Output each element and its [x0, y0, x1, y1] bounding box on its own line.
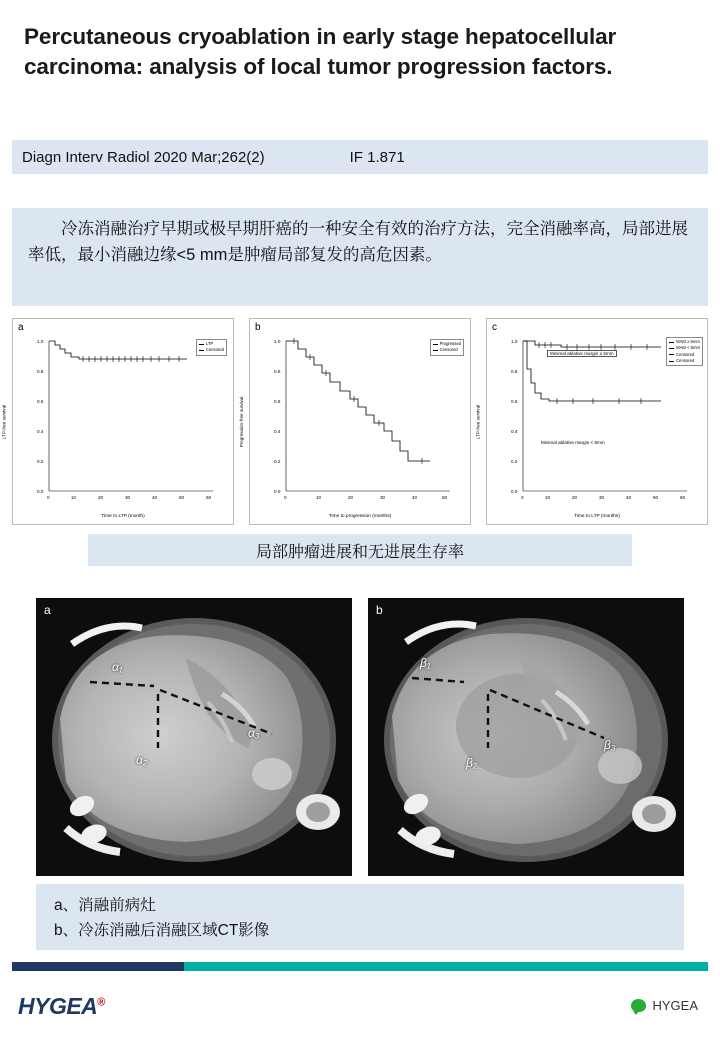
km-panel-b: [238, 318, 471, 525]
svg-text:1.0: 1.0: [37, 339, 44, 344]
svg-text:0.0: 0.0: [274, 489, 281, 494]
page-title: Percutaneous cryoablation in early stage hepatocellular carcinoma: analysis of local tumor progression factors.: [24, 24, 617, 79]
ct-figure-row: [36, 598, 684, 876]
ct-image-b: [368, 598, 684, 876]
svg-text:20: 20: [348, 495, 354, 500]
km-panel-c: [475, 318, 708, 525]
svg-text:50: 50: [179, 495, 185, 500]
legend-label: Censored: [676, 357, 695, 363]
svg-text:0.0: 0.0: [511, 489, 518, 494]
ct-panel-b: [368, 598, 684, 876]
km-panel-b-legend: [430, 339, 464, 356]
svg-text:40: 40: [152, 495, 158, 500]
ct-panel-a: [36, 598, 352, 876]
svg-text:0.8: 0.8: [511, 369, 518, 374]
legend-swatch-icon: [669, 348, 674, 349]
legend-label: Censored: [205, 347, 224, 353]
brand-name: HYGEA: [18, 993, 98, 1019]
svg-text:40: 40: [412, 495, 418, 500]
ct-panel-b-letter: b: [376, 603, 383, 617]
svg-text:30: 30: [125, 495, 131, 500]
svg-text:20: 20: [98, 495, 104, 500]
footer-bar-teal: [184, 962, 708, 971]
ct-label-alpha3: α₃: [248, 726, 260, 740]
svg-text:0.2: 0.2: [274, 459, 281, 464]
ct-label-beta2: β₂: [466, 756, 478, 770]
ct-label-alpha1: α₁: [112, 660, 123, 674]
km-panel-a: [1, 318, 234, 525]
svg-text:0.6: 0.6: [274, 399, 281, 404]
footer-divider: [12, 962, 708, 971]
svg-text:0.0: 0.0: [37, 489, 44, 494]
legend-label: Censored: [676, 351, 695, 357]
svg-text:10: 10: [316, 495, 322, 500]
km-panel-c-xlabel: Time to LTP (months): [574, 514, 620, 519]
impact-factor: IF 1.871: [349, 148, 405, 166]
svg-text:0.4: 0.4: [274, 429, 281, 434]
svg-text:0: 0: [47, 495, 50, 500]
figure-caption-2: [36, 884, 684, 950]
wechat-icon: [631, 999, 646, 1012]
figure-caption-1: 局部肿瘤进展和无进展生存率: [88, 534, 632, 566]
km-panel-b-plot: [264, 333, 460, 509]
svg-text:0.2: 0.2: [37, 459, 44, 464]
legend-label: MAM < 5mm: [676, 345, 700, 351]
svg-text:40: 40: [626, 495, 632, 500]
journal-citation: Diagn Interv Radiol 2020 Mar;262(2): [22, 148, 265, 166]
legend-swatch-icon: [199, 344, 204, 345]
legend-swatch-icon: [669, 354, 674, 355]
legend-swatch-icon: [433, 344, 438, 345]
ct-label-beta1: β₁: [420, 656, 431, 670]
panel-letter-c: c: [492, 322, 497, 333]
legend-label: Censored: [439, 347, 458, 353]
km-panel-a-ylabel: LTP-free survival: [1, 404, 7, 439]
legend-label: MAM ≥ 5mm: [676, 339, 700, 344]
legend-swatch-icon: [199, 350, 204, 351]
legend-swatch-icon: [433, 350, 438, 351]
svg-text:1.0: 1.0: [511, 339, 518, 344]
svg-text:0: 0: [521, 495, 524, 500]
svg-text:50: 50: [653, 495, 659, 500]
svg-text:0.6: 0.6: [37, 399, 44, 404]
svg-text:30: 30: [380, 495, 386, 500]
panel-letter-a: a: [18, 322, 24, 333]
ct-panel-a-letter: a: [44, 603, 51, 617]
conclusion-text: 冷冻消融治疗早期或极早期肝癌的一种安全有效的治疗方法，完全消融率高，局部进展率低，最小消融边缘<5 mm是肿瘤局部复发的高危因素。: [28, 220, 688, 264]
km-panel-b-ylabel: Progression-free survival: [238, 396, 244, 447]
svg-text:0.8: 0.8: [37, 369, 44, 374]
km-panel-c-annotation-low: Minimal ablative margin < 5mm: [541, 440, 605, 445]
km-panel-a-legend: [196, 339, 227, 356]
km-panel-c-ylabel: LTP-free survival: [475, 404, 481, 439]
km-panel-b-xlabel: Time to progression (months): [328, 514, 392, 519]
svg-text:0.4: 0.4: [511, 429, 518, 434]
wechat-handle: [631, 998, 698, 1013]
caption-line-b: b、冷冻消融后消融区域CT影像: [54, 921, 270, 939]
km-panel-a-xlabel: Time to LTP (month): [101, 514, 145, 519]
svg-text:60: 60: [680, 495, 686, 500]
ct-label-beta3: β₃: [604, 738, 616, 752]
brand-logo: [18, 993, 105, 1020]
legend-label: Progressed: [439, 341, 461, 346]
ct-image-a: [36, 598, 352, 876]
legend-swatch-icon: [669, 361, 674, 362]
km-panel-c-annotation-high: Minimal ablative margin ≥ 5mm: [547, 350, 617, 357]
svg-text:0: 0: [284, 495, 287, 500]
svg-text:0.8: 0.8: [274, 369, 281, 374]
km-panel-a-plot: [27, 333, 223, 509]
legend-label: LTP: [205, 341, 214, 346]
panel-letter-b: b: [255, 322, 261, 333]
journal-bar: [12, 140, 708, 174]
footer-bar-navy: [12, 962, 184, 971]
svg-text:0.4: 0.4: [37, 429, 44, 434]
ct-label-alpha2: α₂: [136, 753, 148, 767]
legend-swatch-icon: [669, 342, 674, 343]
caption-line-a: a、消融前病灶: [54, 897, 156, 914]
svg-text:1.0: 1.0: [274, 339, 281, 344]
km-panel-c-legend: [666, 337, 703, 366]
svg-text:10: 10: [71, 495, 77, 500]
km-figure-row: [1, 318, 708, 525]
svg-text:10: 10: [545, 495, 551, 500]
wechat-label: HYGEA: [652, 998, 698, 1013]
svg-text:30: 30: [599, 495, 605, 500]
svg-text:0.2: 0.2: [511, 459, 518, 464]
conclusion-box: [12, 208, 708, 306]
svg-text:0.6: 0.6: [511, 399, 518, 404]
svg-text:20: 20: [572, 495, 578, 500]
svg-text:50: 50: [442, 495, 448, 500]
svg-text:60: 60: [206, 495, 212, 500]
brand-trademark: ®: [97, 996, 105, 1009]
